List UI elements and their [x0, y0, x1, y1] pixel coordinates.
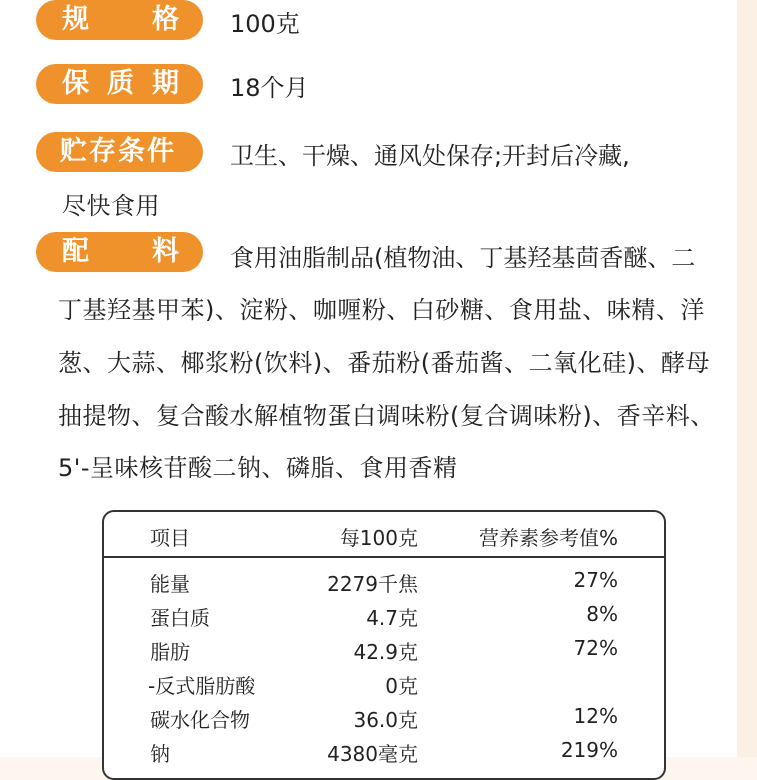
shelf-life-label-char-2: 质 [107, 68, 134, 99]
shelf-life-label-char-3: 期 [152, 68, 179, 99]
storage-value: 卫生、干燥、通风处保存;开封后冷藏, [230, 142, 630, 170]
row-sodium-name: 钠 [150, 742, 170, 766]
row-energy-amount: 2279千焦 [327, 572, 418, 596]
header-per-100g: 每100克 [339, 526, 418, 550]
ingredients-line-2: 葱、大蒜、椰浆粉(饮料)、番茄粉(番茄酱、二氧化硅)、酵母 [58, 349, 710, 377]
storage-label-pill [36, 132, 203, 172]
row-energy-nrv: 27% [573, 568, 618, 592]
ingredients-line-4: 5'-呈味核苷酸二钠、磷脂、食用香精 [58, 454, 458, 482]
spec-value: 100克 [230, 10, 300, 38]
ingredients-line-1: 丁基羟基甲苯)、淀粉、咖喱粉、白砂糖、食用盐、味精、洋 [58, 296, 705, 324]
ingredients-value: 食用油脂制品(植物油、丁基羟基茴香醚、二 [230, 244, 696, 272]
spec-label-char-2: 格 [152, 4, 179, 35]
row-protein-name: 蛋白质 [150, 606, 210, 630]
right-rail [737, 0, 757, 757]
shelf-life-label-pill [36, 64, 203, 104]
ingredients-label-char-1: 配 [62, 236, 89, 267]
shelf-life-label-char-1: 保 [62, 68, 89, 99]
row-trans-fat-amount: 0克 [385, 674, 418, 698]
shelf-life-value: 18个月 [230, 74, 309, 102]
ingredients-line-3: 抽提物、复合酸水解植物蛋白调味粉(复合调味粉)、香辛料、 [58, 402, 715, 430]
ingredients-label-pill [36, 232, 203, 272]
nutrition-table [102, 510, 666, 780]
header-nrv: 营养素参考值% [478, 526, 618, 550]
row-protein-amount: 4.7克 [366, 606, 418, 630]
row-trans-fat-name: -反式脂肪酸 [148, 674, 256, 698]
nutrition-table-header [104, 512, 664, 558]
row-sodium-amount: 4380毫克 [327, 742, 418, 766]
spec-label-pill [36, 0, 203, 40]
spec-label-char-1: 规 [62, 4, 89, 35]
row-fat-nrv: 72% [573, 636, 618, 660]
row-energy-name: 能量 [150, 572, 190, 596]
row-carb-name: 碳水化合物 [150, 708, 250, 732]
row-protein-nrv: 8% [586, 602, 618, 626]
storage-label: 贮存条件 [60, 136, 176, 167]
row-carb-amount: 36.0克 [353, 708, 418, 732]
row-sodium-nrv: 219% [560, 738, 618, 762]
storage-value-cont: 尽快食用 [62, 192, 160, 220]
header-item: 项目 [150, 526, 190, 550]
ingredients-label-char-2: 料 [152, 236, 179, 267]
row-fat-amount: 42.9克 [353, 640, 418, 664]
row-fat-name: 脂肪 [150, 640, 190, 664]
row-carb-nrv: 12% [573, 704, 618, 728]
